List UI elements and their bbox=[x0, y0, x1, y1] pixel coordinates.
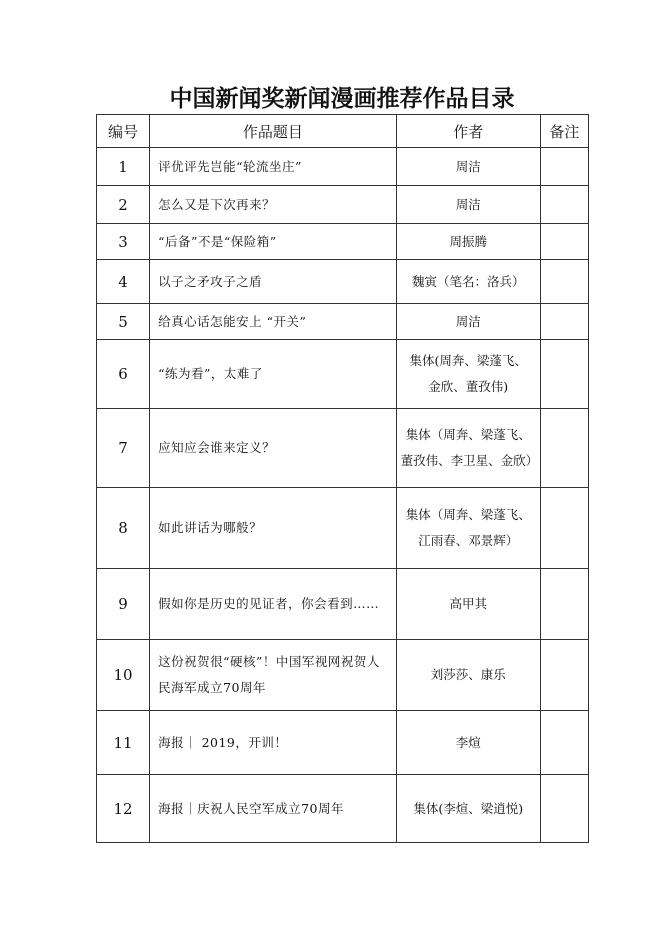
row-title: 怎么又是下次再来？ bbox=[150, 186, 397, 224]
row-number: 3 bbox=[97, 224, 150, 260]
row-remark bbox=[540, 148, 588, 186]
row-number: 10 bbox=[97, 640, 150, 711]
row-title: 海报｜ 2019，开训！ bbox=[150, 711, 397, 775]
table-row bbox=[97, 711, 589, 775]
author-line: 高甲其 bbox=[449, 596, 487, 611]
author-line: 李煊 bbox=[455, 734, 481, 750]
row-author bbox=[396, 224, 540, 260]
table-row bbox=[97, 569, 589, 640]
row-number: 12 bbox=[97, 775, 150, 843]
row-remark bbox=[540, 304, 588, 340]
row-author bbox=[396, 569, 540, 640]
table-row bbox=[97, 148, 589, 186]
row-author bbox=[396, 340, 540, 409]
row-title: 海报｜庆祝人民空军成立70周年 bbox=[150, 775, 397, 843]
row-title: 以子之矛攻子之盾 bbox=[150, 260, 397, 304]
author-line: 江雨春、邓景辉） bbox=[418, 533, 519, 548]
author-line: 集体（周奔、梁蓬飞、 bbox=[405, 427, 531, 442]
row-remark bbox=[540, 409, 588, 488]
row-remark bbox=[540, 711, 588, 775]
row-number: 5 bbox=[97, 304, 150, 340]
row-remark bbox=[540, 260, 588, 304]
row-remark bbox=[540, 640, 588, 711]
author-line: 集体（周奔、梁蓬飞、 bbox=[405, 507, 531, 522]
row-title: 给真心话怎能安上 “开关” bbox=[150, 304, 397, 340]
row-number: 2 bbox=[97, 186, 150, 224]
row-author bbox=[396, 186, 540, 224]
table-row bbox=[97, 340, 589, 409]
author-line: 周洁 bbox=[455, 158, 481, 174]
row-remark bbox=[540, 488, 588, 569]
row-title: 这份祝贺很“硬核”！中国军视网祝贺人民海军成立70周年 bbox=[150, 640, 397, 711]
row-author bbox=[396, 640, 540, 711]
row-title: “后备”不是“保险箱” bbox=[150, 224, 397, 260]
row-remark bbox=[540, 569, 588, 640]
row-title: 评优评先岂能“轮流坐庄” bbox=[150, 148, 397, 186]
table-row bbox=[97, 224, 589, 260]
page-title: 中国新闻奖新闻漫画推荐作品目录 bbox=[169, 85, 515, 112]
author-line: 集体(周奔、梁蓬飞、 bbox=[409, 353, 527, 368]
row-remark bbox=[540, 340, 588, 409]
table-row bbox=[97, 304, 589, 340]
author-line: 董孜伟、李卫星、金欣） bbox=[400, 453, 539, 468]
header-number: 编号 bbox=[97, 115, 150, 148]
row-title: 如此讲话为哪般？ bbox=[150, 488, 397, 569]
author-line: 周洁 bbox=[455, 196, 481, 212]
author-line: 魏寅（笔名：洛兵） bbox=[411, 273, 525, 289]
row-remark bbox=[540, 224, 588, 260]
row-author bbox=[396, 488, 540, 569]
table-header-row bbox=[97, 115, 589, 148]
author-line: 周振腾 bbox=[449, 233, 487, 249]
table-row bbox=[97, 488, 589, 569]
row-number: 8 bbox=[97, 488, 150, 569]
row-remark bbox=[540, 775, 588, 843]
row-title: 应知应会谁来定义？ bbox=[150, 409, 397, 488]
author-line: 集体(李煊、梁逍悦) bbox=[413, 800, 524, 816]
table-row bbox=[97, 260, 589, 304]
table-row bbox=[97, 409, 589, 488]
table-row bbox=[97, 775, 589, 843]
header-author: 作者 bbox=[396, 115, 540, 148]
row-number: 6 bbox=[97, 340, 150, 409]
catalog-table bbox=[96, 114, 589, 843]
header-remark: 备注 bbox=[540, 115, 588, 148]
row-author bbox=[396, 304, 540, 340]
table-row bbox=[97, 640, 589, 711]
row-author bbox=[396, 409, 540, 488]
row-number: 11 bbox=[97, 711, 150, 775]
row-author bbox=[396, 775, 540, 843]
row-author bbox=[396, 711, 540, 775]
row-number: 1 bbox=[97, 148, 150, 186]
table-row bbox=[97, 186, 589, 224]
row-author bbox=[396, 260, 540, 304]
row-number: 4 bbox=[97, 260, 150, 304]
row-number: 7 bbox=[97, 409, 150, 488]
author-line: 周洁 bbox=[455, 313, 481, 329]
row-author bbox=[396, 148, 540, 186]
row-number: 9 bbox=[97, 569, 150, 640]
row-title: 假如你是历史的见证者，你会看到…… bbox=[150, 569, 397, 640]
header-title: 作品题目 bbox=[150, 115, 397, 148]
row-title: “练为看”，太难了 bbox=[150, 340, 397, 409]
author-line: 刘莎莎、康乐 bbox=[430, 667, 506, 682]
author-line: 金欣、董孜伟) bbox=[428, 379, 509, 394]
row-remark bbox=[540, 186, 588, 224]
